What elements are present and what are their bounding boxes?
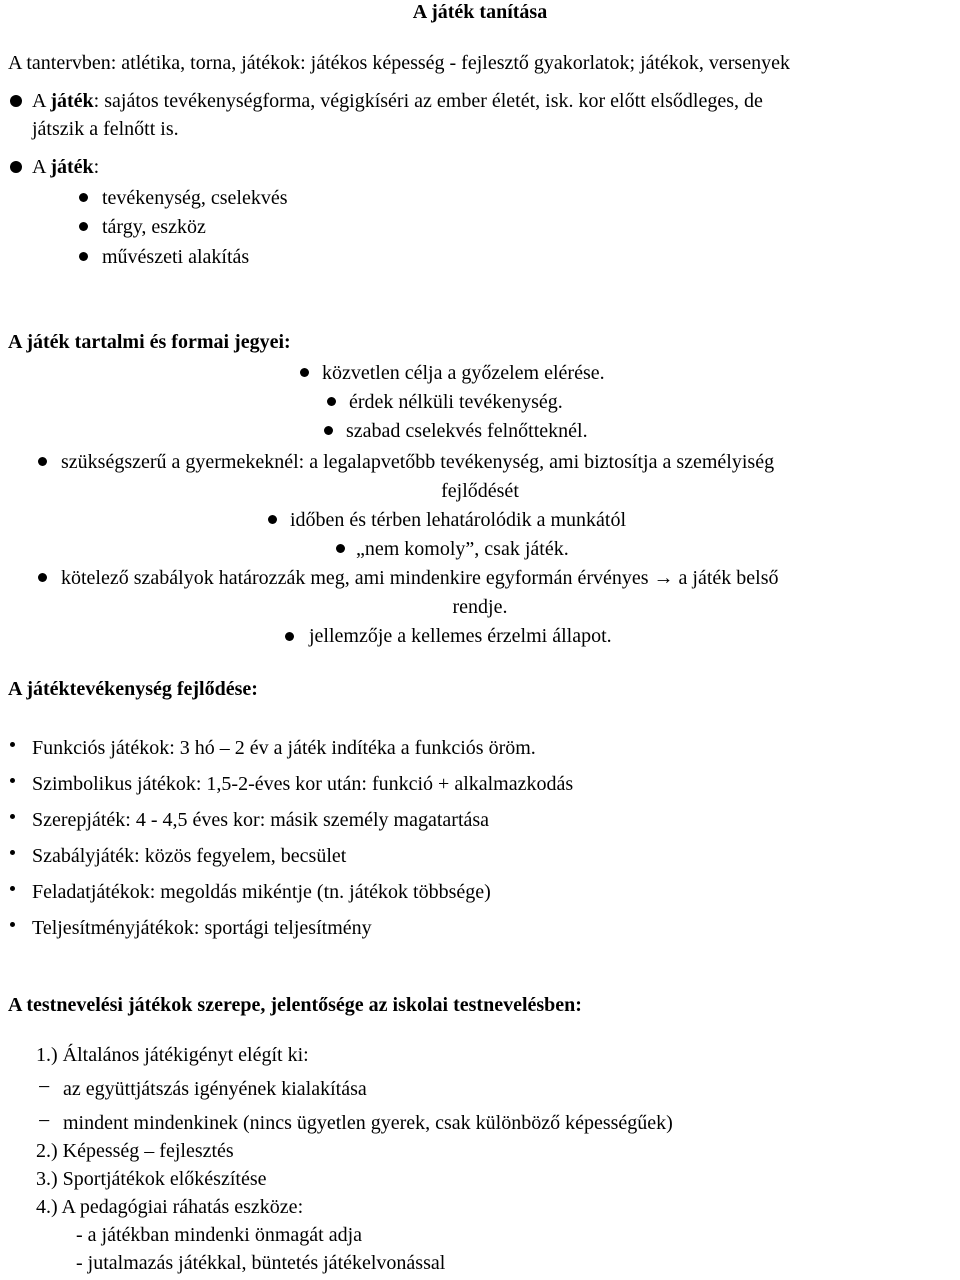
bullet-icon bbox=[10, 778, 15, 783]
section-heading-development: A játéktevékenység fejlődése: bbox=[8, 678, 258, 700]
feature-item-cont: rendje. bbox=[452, 596, 508, 618]
bullet-icon bbox=[300, 368, 309, 377]
role-item: 2.) Képesség – fejlesztés bbox=[36, 1140, 234, 1162]
role-subitem: - jutalmazás játékkal, büntetés játékelvonással bbox=[76, 1252, 446, 1274]
feature-item: szabad cselekvés felnőtteknél. bbox=[346, 420, 588, 442]
role-item: 3.) Sportjátékok előkészítése bbox=[36, 1168, 267, 1190]
role-item: 1.) Általános játékigényt elégít ki: bbox=[36, 1044, 309, 1066]
bullet-icon bbox=[327, 397, 336, 406]
bullet-icon bbox=[38, 457, 47, 466]
bullet-icon bbox=[79, 193, 88, 202]
page-title: A játék tanítása bbox=[412, 1, 548, 23]
bullet-icon bbox=[336, 544, 345, 553]
bullet-icon bbox=[10, 161, 22, 173]
sub-item: tárgy, eszköz bbox=[102, 216, 206, 238]
intro-line: A tantervben: atlétika, torna, játékok: játékos képesség - fejlesztő gyakorlatok; játékok, versenyek bbox=[8, 52, 790, 74]
bullet-jatek-heading: A játék: bbox=[32, 156, 100, 178]
bullet-icon bbox=[79, 222, 88, 231]
section-heading-features: A játék tartalmi és formai jegyei: bbox=[8, 331, 291, 353]
role-subitem: - a játékban mindenki önmagát adja bbox=[76, 1224, 363, 1246]
bullet-icon bbox=[285, 632, 294, 641]
stage-item: Szabályjáték: közös fegyelem, becsület bbox=[32, 845, 347, 867]
role-subitem: az együttjátszás igényének kialakítása bbox=[63, 1078, 367, 1100]
feature-item-cont: fejlődését bbox=[441, 480, 519, 502]
feature-item: jellemzője a kellemes érzelmi állapot. bbox=[309, 625, 612, 647]
stage-item: Funkciós játékok: 3 hó – 2 év a játék indítéka a funkciós öröm. bbox=[32, 737, 536, 759]
stage-item: Szerepjáték: 4 - 4,5 éves kor: másik személy magatartása bbox=[32, 809, 490, 831]
section-heading-roles: A testnevelési játékok szerepe, jelentősége az iskolai testnevelésben: bbox=[8, 994, 582, 1016]
feature-item: időben és térben lehatárolódik a munkától bbox=[290, 509, 627, 531]
dash-icon: − bbox=[38, 1108, 51, 1133]
bullet-jatek-definition-cont: játszik a felnőtt is. bbox=[32, 118, 179, 140]
bullet-icon bbox=[10, 742, 15, 747]
feature-item: „nem komoly”, csak játék. bbox=[356, 538, 569, 560]
bullet-icon bbox=[38, 573, 47, 582]
sub-item: tevékenység, cselekvés bbox=[102, 187, 288, 209]
bullet-icon bbox=[79, 252, 88, 261]
feature-item: kötelező szabályok határozzák meg, ami mindenkire egyformán érvényes → a játék belső bbox=[61, 567, 779, 589]
bullet-icon bbox=[268, 515, 277, 524]
bullet-icon bbox=[10, 95, 22, 107]
stage-item: Feladatjátékok: megoldás mikéntje (tn. játékok többsége) bbox=[32, 881, 491, 903]
dash-icon: − bbox=[38, 1074, 51, 1099]
role-item: 4.) A pedagógiai ráhatás eszköze: bbox=[36, 1196, 304, 1218]
feature-item: szükségszerű a gyermekeknél: a legalapvetőbb tevékenység, ami biztosítja a személyiség bbox=[61, 451, 775, 473]
bullet-icon bbox=[10, 922, 15, 927]
bullet-jatek-definition: A játék: sajátos tevékenységforma, végigkíséri az ember életét, isk. kor előtt elsődleges, de bbox=[32, 90, 763, 112]
sub-item: művészeti alakítás bbox=[102, 246, 250, 268]
bullet-icon bbox=[324, 426, 333, 435]
feature-item: érdek nélküli tevékenység. bbox=[349, 391, 563, 413]
feature-item: közvetlen célja a győzelem elérése. bbox=[322, 362, 605, 384]
stage-item: Teljesítményjátékok: sportági teljesítmény bbox=[32, 917, 372, 939]
stage-item: Szimbolikus játékok: 1,5-2-éves kor után: funkció + alkalmazkodás bbox=[32, 773, 574, 795]
role-subitem: mindent mindenkinek (nincs ügyetlen gyerek, csak különböző képességűek) bbox=[63, 1112, 673, 1134]
bullet-icon bbox=[10, 814, 15, 819]
bullet-icon bbox=[10, 850, 15, 855]
bullet-icon bbox=[10, 886, 15, 891]
